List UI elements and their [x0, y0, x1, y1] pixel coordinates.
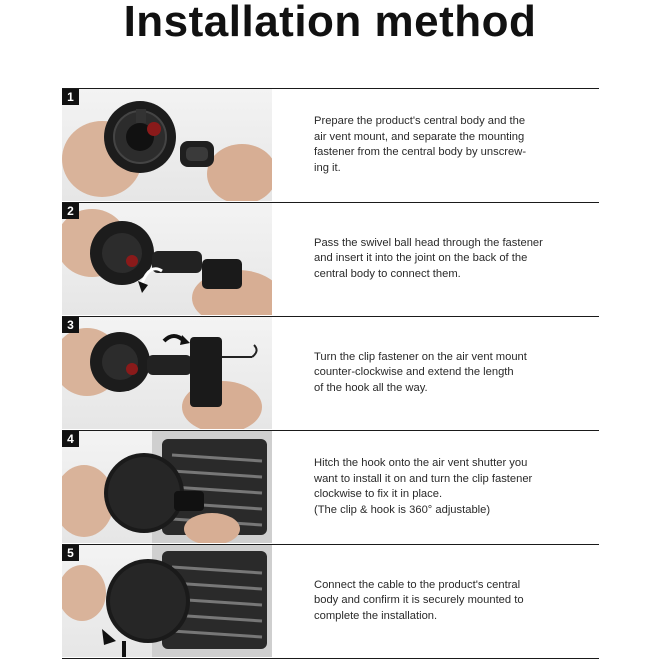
step-5-line: body and confirm it is securely mounted to — [314, 594, 524, 607]
step-3-photo — [62, 317, 272, 429]
step-3-description — [314, 317, 594, 429]
step-2-photo — [62, 203, 272, 315]
step-1-line: Prepare the product's central body and the — [314, 115, 526, 127]
step-4-line: Hitch the hook onto the air vent shutter you — [314, 457, 528, 469]
step-1-description — [314, 89, 594, 201]
step-3-line: counter-clockwise and extend the length — [314, 366, 514, 379]
step-3 — [62, 316, 599, 430]
step-4-line: want to install it on and turn the clip fastener — [314, 472, 533, 485]
step-4-number: 4 — [62, 431, 79, 447]
step-3-line: of the hook all the way. — [314, 381, 428, 394]
steps-list — [62, 88, 599, 659]
step-5-photo — [62, 545, 272, 657]
step-5-number: 5 — [62, 545, 79, 561]
step-4-line: clockwise to fix it in place. — [314, 488, 443, 500]
step-1-line: ing it. — [314, 161, 341, 174]
step-2-description — [314, 203, 594, 315]
step-3-number: 3 — [62, 317, 79, 333]
step-5-line: Connect the cable to the product's central — [314, 578, 521, 591]
step-1-line: fastener from the central body by unscrew- — [314, 146, 527, 158]
page-title: Installation method — [123, 0, 537, 46]
step-3-line: Turn the clip fastener on the air vent mount — [314, 350, 527, 363]
step-4-line: (The clip & hook is 360° adjustable) — [314, 503, 491, 516]
step-5-description — [314, 545, 594, 657]
step-2-number: 2 — [62, 203, 79, 219]
step-1-photo — [62, 89, 272, 201]
step-5 — [62, 544, 599, 659]
step-1-line: air vent mount, and separate the mounting — [314, 130, 525, 143]
step-2-line: Pass the swivel ball head through the fastener — [314, 236, 543, 249]
step-2-line: and insert it into the joint on the back of the — [314, 252, 528, 265]
step-1 — [62, 88, 599, 202]
step-2-line: central body to connect them. — [314, 267, 461, 280]
step-5-line: complete the installation. — [314, 609, 438, 622]
step-2 — [62, 202, 599, 316]
step-4-photo — [62, 431, 272, 543]
step-1-number: 1 — [62, 89, 79, 105]
step-4 — [62, 430, 599, 544]
step-4-description — [314, 431, 594, 543]
